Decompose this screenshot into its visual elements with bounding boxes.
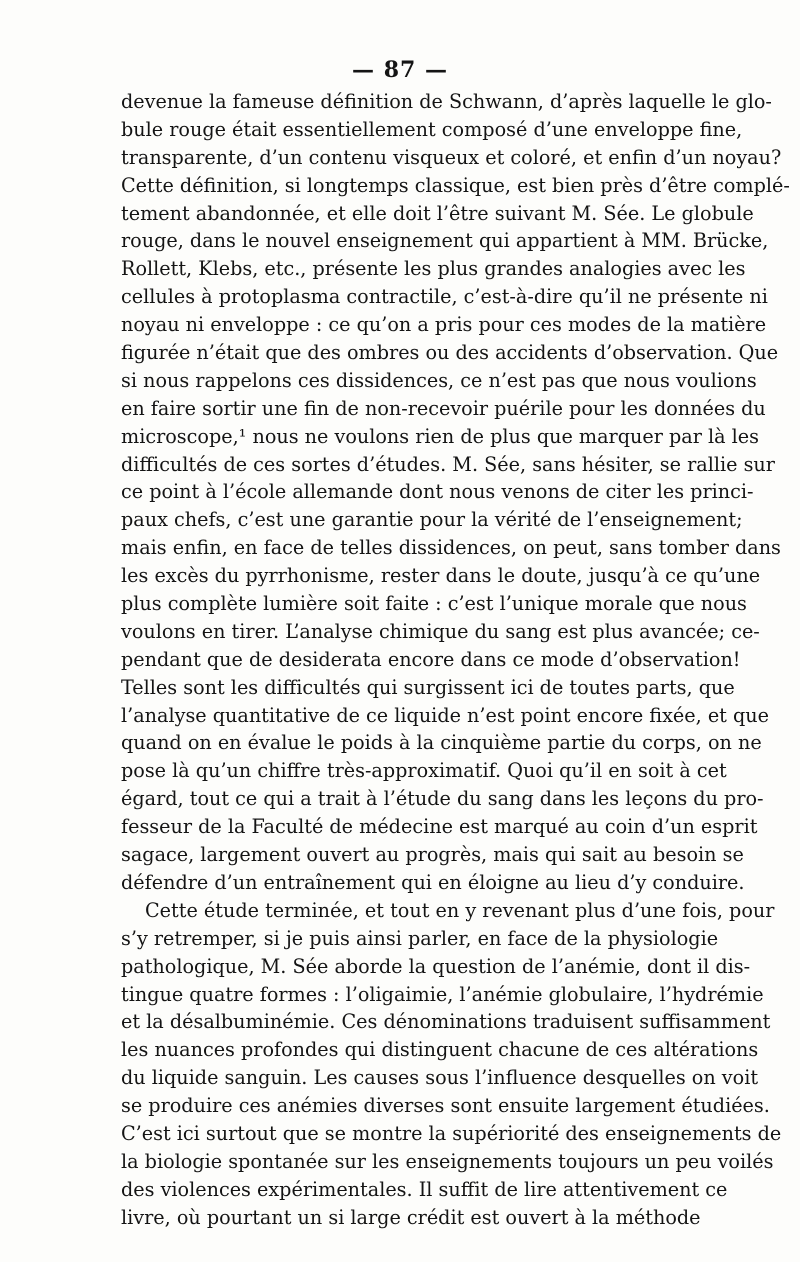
text-line: se produire ces anémies diverses sont ensuite largement étudiées. — [121, 1094, 770, 1118]
text-line: Rollett, Klebs, etc., présente les plus grandes analogies avec les — [121, 257, 746, 281]
text-line: tement abandonnée, et elle doit l’être suivant M. Sée. Le globule — [121, 201, 754, 225]
text-line: difficultés de ces sortes d’études. M. Sée, sans hésiter, se rallie sur — [121, 452, 775, 476]
text-line: voulons en tirer. L’analyse chimique du sang est plus avancée; ce- — [121, 619, 760, 643]
text-line: plus complète lumière soit faite : c’est l’unique morale que nous — [121, 592, 747, 616]
text-line: livre, où pourtant un si large crédit est ouvert à la méthode — [121, 1205, 701, 1229]
text-line: l’analyse quantitative de ce liquide n’est point encore fixée, et que — [121, 703, 769, 727]
text-line: microscope,¹ nous ne voulons rien de plus que marquer par là les — [121, 424, 759, 448]
text-line: figurée n’était que des ombres ou des accidents d’observation. Que — [121, 341, 779, 365]
body-text — [121, 88, 790, 1232]
text-line: pendant que de desiderata encore dans ce mode d’observation! — [121, 647, 741, 671]
text-line: mais enfin, en face de telles dissidences, on peut, sans tomber dans — [121, 536, 781, 560]
text-line: la biologie spontanée sur les enseignements toujours un peu voilés — [121, 1149, 774, 1173]
text-line: en faire sortir une fin de non-recevoir puérile pour les données du — [121, 396, 766, 420]
text-line: tingue quatre formes : l’oligaimie, l’anémie globulaire, l’hydrémie — [121, 982, 764, 1006]
text-line: ce point à l’école allemande dont nous venons de citer les princi- — [121, 480, 754, 504]
text-line: et la désalbuminémie. Ces dénominations traduisent suffisamment — [121, 1010, 771, 1034]
text-line: les excès du pyrrhonisme, rester dans le doute, jusqu’à ce qu’une — [121, 564, 761, 588]
text-line: si nous rappelons ces dissidences, ce n’est pas que nous voulions — [121, 368, 757, 392]
text-line: paux chefs, c’est une garantie pour la vérité de l’enseignement; — [121, 508, 743, 532]
text-line: Telles sont les difficultés qui surgissent ici de toutes parts, que — [121, 675, 735, 699]
text-line: des violences expérimentales. Il suffit de lire attentivement ce — [121, 1177, 728, 1201]
text-line: égard, tout ce qui a trait à l’étude du sang dans les leçons du pro- — [121, 787, 764, 811]
paragraph-end-line: défendre d’un entraînement qui en éloigne au lieu d’y conduire. — [121, 870, 745, 894]
text-line: pathologique, M. Sée aborde la question de l’anémie, dont il dis- — [121, 954, 751, 978]
paragraph-start-line: Cette étude terminée, et tout en y revenant plus d’une fois, pour — [145, 898, 775, 922]
text-line: C’est ici surtout que se montre la supériorité des enseignements de — [121, 1121, 782, 1145]
text-line: noyau ni enveloppe : ce qu’on a pris pour ces modes de la matière — [121, 313, 767, 337]
page-number: — 87 — — [352, 57, 448, 83]
text-line: devenue la fameuse définition de Schwann, d’après laquelle le glo- — [121, 90, 772, 113]
text-line: s’y retremper, si je puis ainsi parler, en face de la physiologie — [121, 926, 719, 950]
text-line: cellules à protoplasma contractile, c’est-à-dire qu’il ne présente ni — [121, 285, 768, 309]
text-line: transparente, d’un contenu visqueux et coloré, et enfin d’un noyau? — [121, 145, 782, 169]
text-line: sagace, largement ouvert au progrès, mais qui sait au besoin se — [121, 843, 744, 867]
text-line: pose là qu’un chiffre très-approximatif. Quoi qu’il en soit à cet — [121, 759, 727, 783]
text-line: Cette définition, si longtemps classique, est bien près d’être complé- — [121, 173, 790, 197]
text-line: rouge, dans le nouvel enseignement qui appartient à MM. Brücke, — [121, 229, 769, 253]
text-line: bule rouge était essentiellement composé d’une enveloppe fine, — [121, 117, 743, 141]
text-line: les nuances profondes qui distinguent chacune de ces altérations — [121, 1038, 759, 1062]
text-line: fesseur de la Faculté de médecine est marqué au coin d’un esprit — [121, 815, 758, 839]
text-line: du liquide sanguin. Les causes sous l’influence desquelles on voit — [121, 1066, 759, 1090]
text-line: quand on en évalue le poids à la cinquième partie du corps, on ne — [121, 731, 762, 755]
